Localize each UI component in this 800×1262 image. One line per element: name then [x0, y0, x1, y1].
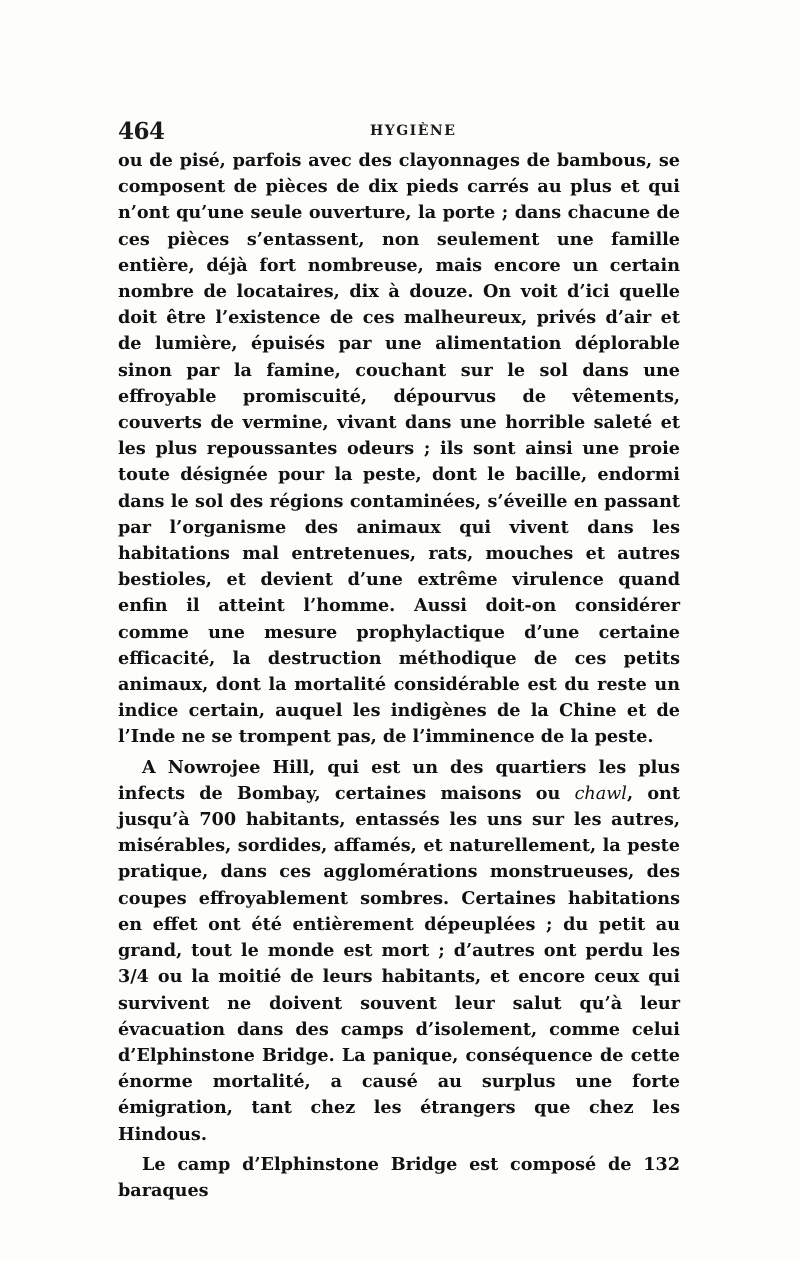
italic-term: chawl: [574, 783, 627, 804]
body-text: [118, 148, 680, 1204]
paragraph: [118, 755, 680, 1148]
paragraph: [118, 148, 680, 751]
text-segment: , ont jusqu’à 700 habitants, entassés les uns sur les autres, misérables, sordides, affamés, et naturellement, la peste pratique, dans ces agglomérations monstrueuses, des coupes effroyablement sombres. Certaines habitations en effet ont été entièrement dépeuplées ; du petit au grand, tout le monde est mort ; d’autres ont perdu les 3/4 ou la moitié de leurs habitants, et encore ceux qui survivent ne doivent souvent leur salut qu’à leur évacuation dans des camps d’isolement, comme celui d’Elphinstone Bridge. La panique, conséquence de cette énorme mortalité, a causé au surplus une forte émigration, tant chez les étrangers que chez les Hindous.: [118, 782, 681, 1145]
text-segment: ou de pisé, parfois avec des clayonnages de bambous, se composent de pièces de dix pieds carrés au plus et qui n’ont qu’une seule ouverture, la porte ; dans chacune de ces pièces s’entassent, non seulement une famille entière, déjà fort nombreuse, mais encore un certain nombre de locataires, dix à douze. On voit d’ici quelle doit être l’existence de ces malheureux, privés d’air et de lumière, épuisés par une alimentation déplorable sinon par la famine, couchant sur le sol dans une effroyable promiscuité, dépourvus de vêtements, couverts de vermine, vivant dans une horrible saleté et les plus repoussantes odeurs ; ils sont ainsi une proie toute désignée pour la peste, dont le bacille, endormi dans le sol des régions contaminées, s’éveille en passant par l’organisme des animaux qui vivent dans les habitations mal entretenues, rats, mouches et autres bestioles, et devient d’une extrême virulence quand enfin il atteint l’homme. Aussi doit-on considérer comme une mesure prophylactique d’une certaine efficacité, la destruction méthodique de ces petits animaux, dont la mortalité considérable est du reste un indice certain, auquel les indigènes de la Chine et de l’Inde ne se trompent pas, de l’imminence de la peste.: [118, 150, 680, 748]
text-segment: A Nowrojee Hill, qui est un des quartiers les plus infects de Bombay, certaines maisons ou: [118, 756, 680, 804]
page-number: 464: [118, 118, 165, 145]
paragraph: [118, 1152, 680, 1204]
page-header: [118, 118, 680, 148]
text-segment: Le camp d’Elphinstone Bridge est composé de 132 baraques: [118, 1153, 680, 1201]
running-title: HYGIÈNE: [370, 123, 457, 139]
